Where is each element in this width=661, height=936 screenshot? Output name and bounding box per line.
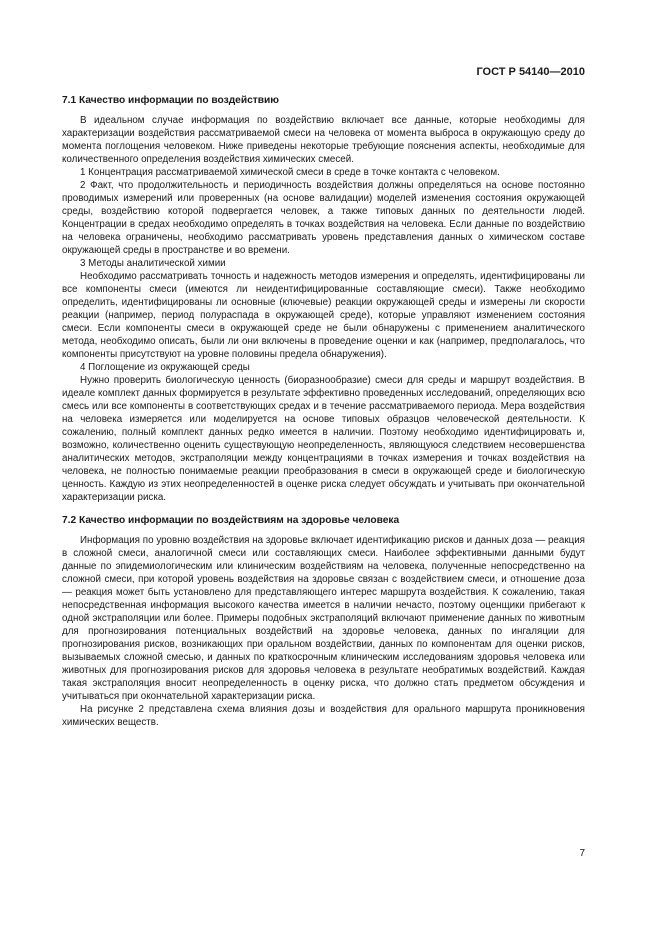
section-heading-7-2: 7.2 Качество информации по воздействиям на здоровье человека: [62, 515, 400, 526]
paragraph: Необходимо рассматривать точность и надежность методов измерения и определять, идентифицированы ли все компоненты смеси (имеются ли неидентифицированные составляющие смеси). Также необходимо определить, идентифицированы ли основные (ключевые) реакции окружающей среды и измерены ли скорости реакции (например, период полураспада в окружающей среде), которые управляют изменением состояния смеси. Если компоненты смеси в окружающей среде не были обнаружены с применением аналитического метода, необходимо описать, были ли они включены в проведение оценки и как (например, предполагалось, что компоненты присутствуют на уровне половины предела обнаружения).: [62, 271, 585, 360]
paragraph: В идеальном случае информация по воздействию включает все данные, которые необходимы для характеризации воздействия рассматриваемой смеси на человека от момента выброса в окружающую среду до момента поглощения человеком. Ниже приведены некоторые требующие пояснения аспекты, необходимые для количественного определения воздействия химических смесей.: [62, 115, 585, 165]
list-item: 2 Факт, что продолжительность и периодичность воздействия должны определяться на основе постоянно проводимых измерений или проверенных (на основе валидации) моделей изменения состояния окружающей среды, воздействию которой подвергается человек, а также типовых данных по деятельности людей. Концентрации в средах необходимо определять в точках воздействия на человека. Если данные по воздействию на человека ограничены, необходимо рассматривать уровень представления данных о химическом составе окружающей среды в пространстве и во времени.: [62, 180, 585, 256]
list-item: 1 Концентрация рассматриваемой химической смеси в среде в точке контакта с человеком.: [80, 167, 500, 178]
list-item: 3 Методы аналитической химии: [80, 258, 226, 269]
paragraph: На рисунке 2 представлена схема влияния дозы и воздействия для орального маршрута проникновения химических веществ.: [62, 704, 585, 728]
page-number: 7: [579, 848, 585, 859]
document-id-header: ГОСТ Р 54140—2010: [476, 66, 585, 78]
paragraph: Информация по уровню воздействия на здоровье включает идентификацию рисков и данных доза — реакция в сложной смеси, аналогичной смеси или составляющих смеси. Наиболее эффективными данными будут данные по эпидемиологическим или клиническим воздействиям на человека, полученные непосредственно на сложной смеси, при которой уровень воздействия на здоровье связан с воздействием смеси, и отношение доза — реакция может быть установлено для представляющего интерес маршрута воздействия. К сожалению, такая непосредственная информация высокого качества имеется в наличии нечасто, поэтому оценщики прибегают к одной экстраполяции или более. Примеры подобных экстраполяций включают применение данных по животным для прогнозирования потенциальных воздействий на здоровье человека, данных по ингаляции для прогнозирования рисков, возникающих при оральном воздействии, данных по компонентам для оценки рисков, вызываемых сложной смесью, и данных по краткосрочным клиническим исследованиям здоровья человека или животных для прогнозирования рисков для здоровья человека в результате необратимых воздействий. Каждая такая экстраполяция вносит неопределенность в оценку риска, что должно стать предметом обсуждения и учитываться при окончательной характеризации риска.: [62, 535, 585, 702]
section-heading-7-1: 7.1 Качество информации по воздействию: [62, 95, 279, 106]
paragraph: Нужно проверить биологическую ценность (биоразнообразие) смеси для среды и маршрут воздействия. В идеале комплект данных формируется в результате эффективно проведенных исследований, определяющих всю смесь или все компоненты в соответствующих средах и в течение рассматриваемого периода. Мера воздействия на человека измеряется или моделируется на основе типовых образцов человеческой деятельности. К сожалению, полный комплект данных редко имеется в наличии. Поэтому необходимо идентифицировать и, возможно, количественно оценить существующую неопределенность, являющуюся следствием несовершенства аналитических методов, экстраполяции между концентрациями в точках измерения и точках воздействия на человека, не полностью понимаемые реакции преобразования в смеси в окружающей среде и биологическую ценность. Каждую из этих неопределенностей в оценке риска следует обсуждать и учитывать при окончательной характеризации риска.: [62, 375, 585, 503]
document-body: [62, 94, 585, 729]
list-item: 4 Поглощение из окружающей среды: [80, 362, 250, 373]
